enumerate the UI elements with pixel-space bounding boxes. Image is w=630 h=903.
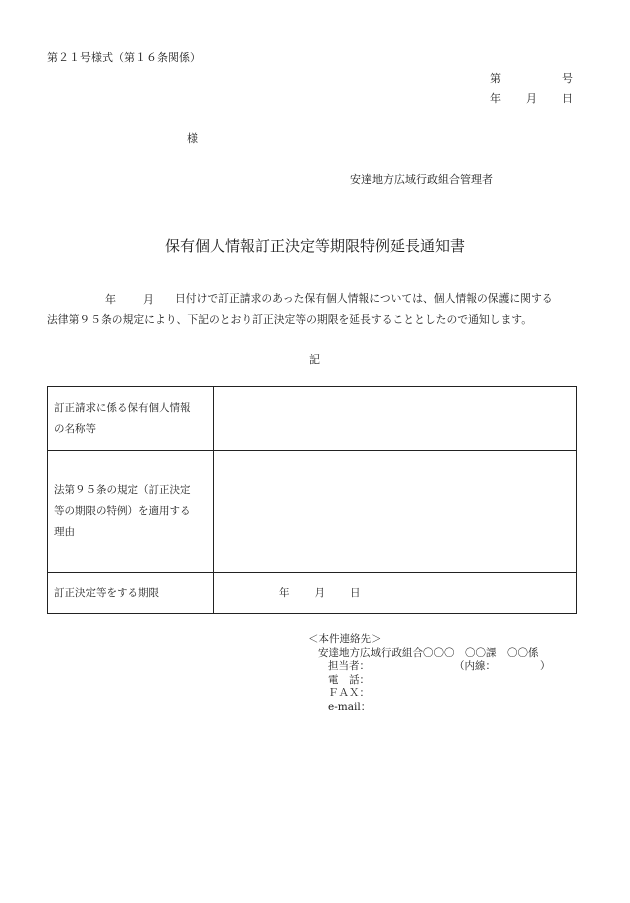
row-value-reason [214, 451, 577, 573]
date-month: 月 [526, 92, 537, 105]
ki-mark: 記 [309, 353, 320, 366]
issuer: 安達地方広域行政組合管理者 [350, 173, 493, 186]
deadline-day: 日 [350, 586, 361, 599]
contact-person-line [308, 660, 551, 674]
contact-extension-open: （内線： [454, 660, 496, 672]
doc-number-dai: 第 [490, 72, 501, 85]
row-value-deadline [214, 573, 577, 614]
deadline-month: 月 [314, 586, 325, 599]
contact-phone: 電 話： [328, 673, 370, 686]
contact-heading: ＜本件連絡先＞ [308, 633, 382, 645]
row-label-reason: 法第９５条の規定（訂正決定 等の期限の特例）を適用する 理由 [48, 451, 214, 573]
date-year: 年 [490, 92, 501, 105]
recipient-suffix: 様 [187, 132, 198, 145]
contact-fax: ＦＡＸ： [328, 687, 370, 699]
detail-table [47, 386, 577, 614]
form-number: 第２１号様式（第１６条関係） [47, 51, 201, 64]
document-title: 保有個人情報訂正決定等期限特例延長通知書 [164, 237, 465, 255]
contact-extension-close: ） [540, 660, 551, 672]
deadline-year: 年 [279, 586, 290, 599]
doc-number-go: 号 [562, 72, 573, 85]
row-value-info-name [214, 387, 577, 451]
table-row [48, 451, 577, 573]
contact-block [308, 633, 551, 714]
date-day: 日 [562, 92, 573, 105]
body-month: 月 [143, 293, 154, 306]
contact-person: 担当者： [328, 660, 370, 672]
contact-org: 安達地方広域行政組合〇〇〇 〇〇課 〇〇係 [318, 646, 539, 659]
body-line2: 法律第９５条の規定により、下記のとおり訂正決定等の期限を延長することとしたので通知します。 [47, 313, 532, 326]
row-label-deadline: 訂正決定等をする期限 [48, 573, 214, 614]
body-line1: 日付けで訂正請求のあった保有個人情報については、個人情報の保護に関する [175, 292, 553, 305]
row-label-info-name: 訂正請求に係る保有個人情報 の名称等 [48, 387, 214, 451]
table-row [48, 573, 577, 614]
body-year: 年 [105, 293, 116, 306]
contact-email: e-mail： [328, 700, 372, 713]
table-row [48, 387, 577, 451]
